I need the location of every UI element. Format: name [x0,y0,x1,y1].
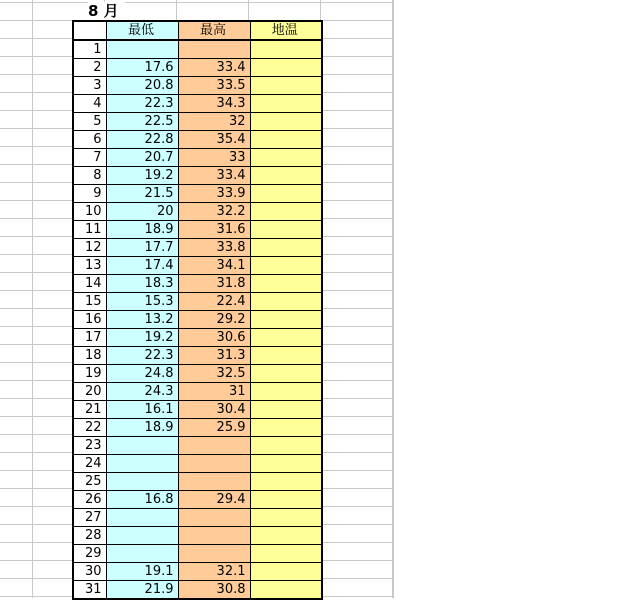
min-temp-cell[interactable]: 17.4 [106,257,178,275]
table-row [73,563,322,581]
day-cell[interactable]: 10 [73,203,106,221]
min-temp-cell[interactable]: 19.1 [106,563,178,581]
table-row [73,149,322,167]
soil-temp-cell[interactable] [250,185,322,203]
min-temp-cell[interactable]: 17.7 [106,239,178,257]
min-temp-cell[interactable]: 20.8 [106,77,178,95]
max-temp-cell[interactable]: 33.5 [178,77,250,95]
min-temp-cell[interactable]: 24.8 [106,365,178,383]
max-temp-cell[interactable] [178,473,250,491]
table-row [73,347,322,365]
table-row [73,59,322,77]
max-temp-cell[interactable] [178,527,250,545]
max-temp-cell[interactable]: 31 [178,383,250,401]
soil-temp-cell[interactable] [250,167,322,185]
soil-temp-cell[interactable] [250,40,322,59]
soil-temp-cell[interactable] [250,149,322,167]
soil-temp-cell[interactable] [250,545,322,563]
table-row [73,113,322,131]
max-temp-cell[interactable]: 32 [178,113,250,131]
table-row [73,491,322,509]
max-temp-cell[interactable]: 31.6 [178,221,250,239]
min-temp-cell[interactable]: 16.1 [106,401,178,419]
header-max-cell[interactable]: 最高 [178,21,250,40]
max-temp-cell[interactable]: 31.8 [178,275,250,293]
max-temp-cell[interactable] [178,455,250,473]
min-temp-cell[interactable]: 16.8 [106,491,178,509]
day-cell[interactable]: 14 [73,275,106,293]
min-temp-cell[interactable]: 24.3 [106,383,178,401]
max-temp-cell[interactable] [178,545,250,563]
min-temp-cell[interactable] [106,509,178,527]
soil-temp-cell[interactable] [250,455,322,473]
day-cell[interactable]: 6 [73,131,106,149]
table-row [73,257,322,275]
day-cell[interactable]: 12 [73,239,106,257]
soil-temp-cell[interactable] [250,491,322,509]
day-cell[interactable]: 7 [73,149,106,167]
max-temp-cell[interactable]: 22.4 [178,293,250,311]
max-temp-cell[interactable]: 34.3 [178,95,250,113]
title-month-unit: 月 [103,2,119,20]
soil-temp-cell[interactable] [250,95,322,113]
day-cell[interactable]: 28 [73,527,106,545]
header-row [73,21,322,40]
day-cell[interactable]: 2 [73,59,106,77]
day-cell[interactable]: 21 [73,401,106,419]
table-row [73,293,322,311]
day-cell[interactable]: 27 [73,509,106,527]
min-temp-cell[interactable] [106,455,178,473]
soil-temp-cell[interactable] [250,401,322,419]
day-cell[interactable]: 4 [73,95,106,113]
day-cell[interactable]: 5 [73,113,106,131]
day-cell[interactable]: 13 [73,257,106,275]
soil-temp-cell[interactable] [250,131,322,149]
min-temp-cell[interactable] [106,527,178,545]
min-temp-cell[interactable]: 19.2 [106,167,178,185]
max-temp-cell[interactable]: 33 [178,149,250,167]
day-cell[interactable]: 22 [73,419,106,437]
min-temp-cell[interactable]: 22.3 [106,347,178,365]
table-row [73,329,322,347]
soil-temp-cell[interactable] [250,527,322,545]
max-temp-cell[interactable] [178,437,250,455]
min-temp-cell[interactable] [106,40,178,59]
table-row [73,185,322,203]
max-temp-cell[interactable]: 33.4 [178,59,250,77]
soil-temp-cell[interactable] [250,563,322,581]
min-temp-cell[interactable]: 22.5 [106,113,178,131]
max-temp-cell[interactable]: 29.2 [178,311,250,329]
table-row [73,383,322,401]
soil-temp-cell[interactable] [250,221,322,239]
min-temp-cell[interactable] [106,545,178,563]
table-row [73,131,322,149]
soil-temp-cell[interactable] [250,437,322,455]
day-cell[interactable]: 26 [73,491,106,509]
max-temp-cell[interactable]: 31.3 [178,347,250,365]
table-row [73,581,322,600]
table-row [73,311,322,329]
month-title[interactable] [88,2,125,20]
soil-temp-cell[interactable] [250,347,322,365]
soil-temp-cell[interactable] [250,419,322,437]
table-row [73,365,322,383]
table-row [73,221,322,239]
day-cell[interactable]: 15 [73,293,106,311]
table-row [73,203,322,221]
day-cell[interactable]: 17 [73,329,106,347]
day-cell[interactable]: 19 [73,365,106,383]
max-temp-cell[interactable]: 33.8 [178,239,250,257]
day-cell[interactable]: 29 [73,545,106,563]
day-cell[interactable]: 30 [73,563,106,581]
max-temp-cell[interactable]: 30.4 [178,401,250,419]
day-cell[interactable]: 9 [73,185,106,203]
table-row [73,419,322,437]
soil-temp-cell[interactable] [250,293,322,311]
table-row [73,401,322,419]
soil-temp-cell[interactable] [250,113,322,131]
header-soil-cell[interactable]: 地温 [250,21,322,40]
day-cell[interactable]: 23 [73,437,106,455]
max-temp-cell[interactable]: 34.1 [178,257,250,275]
soil-temp-cell[interactable] [250,275,322,293]
title-month-number: 8 [88,2,99,20]
day-cell[interactable]: 24 [73,455,106,473]
min-temp-cell[interactable]: 21.9 [106,581,178,600]
min-temp-cell[interactable]: 19.2 [106,329,178,347]
day-cell[interactable]: 11 [73,221,106,239]
soil-temp-cell[interactable] [250,509,322,527]
table-body [73,40,322,599]
table-row [73,40,322,59]
min-temp-cell[interactable]: 17.6 [106,59,178,77]
min-temp-cell[interactable]: 20 [106,203,178,221]
day-cell[interactable]: 1 [73,40,106,59]
min-temp-cell[interactable]: 22.3 [106,95,178,113]
max-temp-cell[interactable] [178,509,250,527]
table-row [73,527,322,545]
day-cell[interactable]: 18 [73,347,106,365]
soil-temp-cell[interactable] [250,239,322,257]
min-temp-cell[interactable]: 13.2 [106,311,178,329]
soil-temp-cell[interactable] [250,365,322,383]
min-temp-cell[interactable]: 18.9 [106,221,178,239]
min-temp-cell[interactable]: 20.7 [106,149,178,167]
min-temp-cell[interactable]: 18.9 [106,419,178,437]
soil-temp-cell[interactable] [250,203,322,221]
min-temp-cell[interactable]: 18.3 [106,275,178,293]
max-temp-cell[interactable]: 25.9 [178,419,250,437]
soil-temp-cell[interactable] [250,77,322,95]
header-day-cell[interactable] [73,21,106,40]
max-temp-cell[interactable] [178,40,250,59]
max-temp-cell[interactable]: 33.4 [178,167,250,185]
max-temp-cell[interactable]: 32.5 [178,365,250,383]
day-cell[interactable]: 3 [73,77,106,95]
header-min-cell[interactable]: 最低 [106,21,178,40]
min-temp-cell[interactable]: 21.5 [106,185,178,203]
soil-temp-cell[interactable] [250,329,322,347]
soil-temp-cell[interactable] [250,59,322,77]
min-temp-cell[interactable]: 22.8 [106,131,178,149]
soil-temp-cell[interactable] [250,473,322,491]
table-row [73,239,322,257]
max-temp-cell[interactable]: 32.2 [178,203,250,221]
temperature-table [72,20,323,600]
min-temp-cell[interactable] [106,437,178,455]
min-temp-cell[interactable]: 15.3 [106,293,178,311]
table-row [73,473,322,491]
table-row [73,275,322,293]
soil-temp-cell[interactable] [250,311,322,329]
day-cell[interactable]: 31 [73,581,106,600]
day-cell[interactable]: 8 [73,167,106,185]
table-row [73,95,322,113]
table-row [73,545,322,563]
max-temp-cell[interactable]: 30.8 [178,581,250,600]
day-cell[interactable]: 20 [73,383,106,401]
soil-temp-cell[interactable] [250,257,322,275]
table-row [73,437,322,455]
max-temp-cell[interactable]: 29.4 [178,491,250,509]
min-temp-cell[interactable] [106,473,178,491]
soil-temp-cell[interactable] [250,581,322,600]
table-row [73,77,322,95]
table-row [73,455,322,473]
max-temp-cell[interactable]: 32.1 [178,563,250,581]
table-row [73,509,322,527]
max-temp-cell[interactable]: 33.9 [178,185,250,203]
soil-temp-cell[interactable] [250,383,322,401]
table-row [73,167,322,185]
max-temp-cell[interactable]: 30.6 [178,329,250,347]
day-cell[interactable]: 16 [73,311,106,329]
day-cell[interactable]: 25 [73,473,106,491]
max-temp-cell[interactable]: 35.4 [178,131,250,149]
